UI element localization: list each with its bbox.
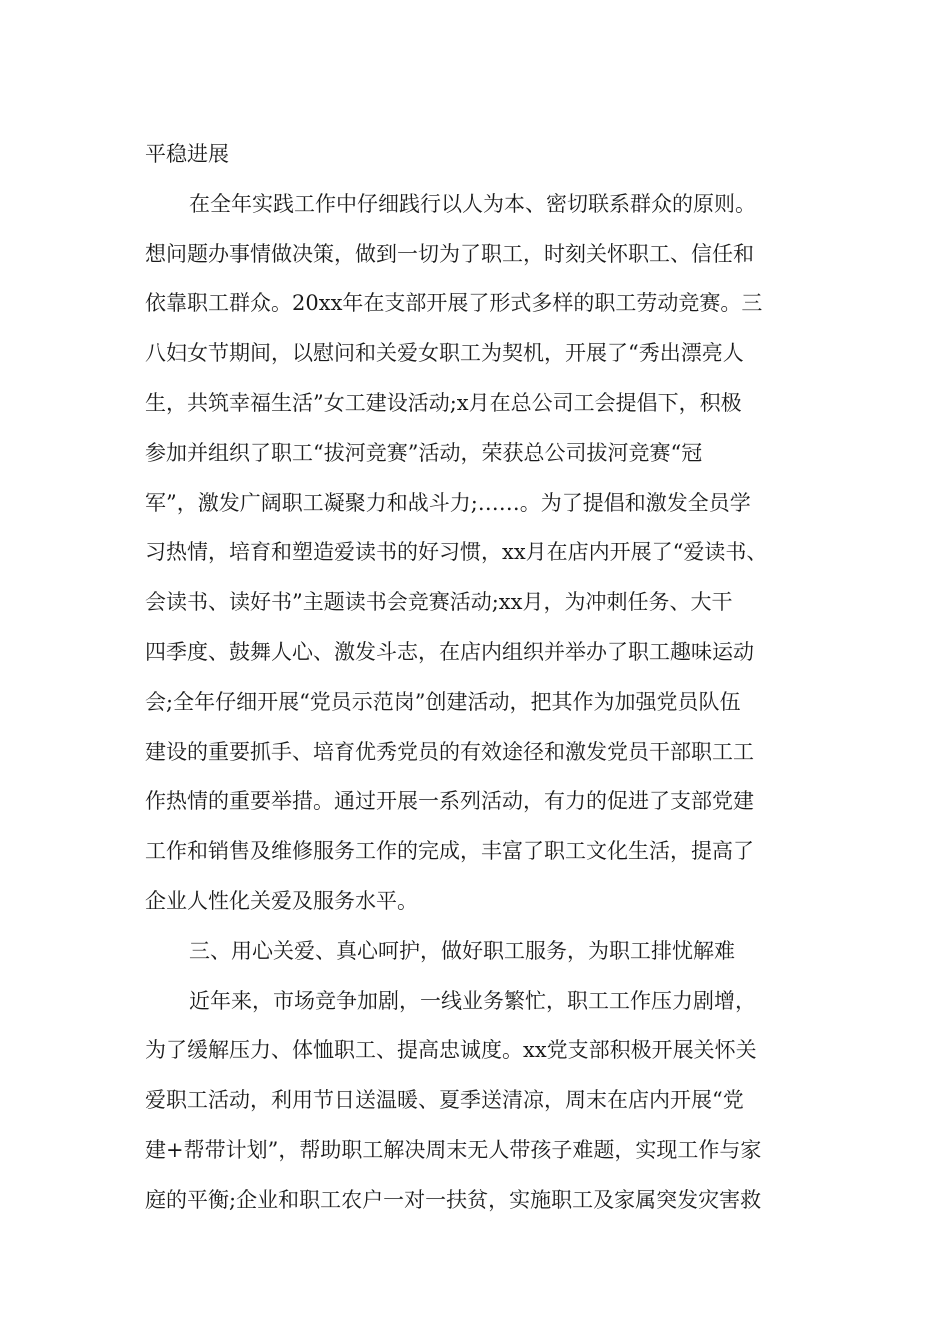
text-line: 企业人性化关爱及服务水平。 (145, 888, 418, 913)
text-line: 生，共筑幸福生活”女工建设活动;x月在总公司工会提倡下，积极 (145, 390, 742, 415)
body-text (145, 130, 815, 1226)
text-line: 建设的重要抓手、培育优秀党员的有效途径和激发党员干部职工工 (145, 739, 754, 764)
text-line: 会读书、读好书”主题读书会竞赛活动;xx月，为冲刺任务、大干 (145, 590, 733, 615)
text-line: 想问题办事情做决策，做到一切为了职工，时刻关怀职工、信任和 (145, 241, 754, 266)
text-line: 习热情，培育和塑造爱读书的好习惯，xx月在店内开展了“爱读书、 (145, 540, 768, 565)
text-line: 工作和销售及维修服务工作的完成，丰富了职工文化生活，提高了 (145, 839, 754, 864)
text-line: 依靠职工群众。20xx年在支部开展了形式多样的职工劳动竞赛。三 (145, 291, 763, 316)
text-line: 平稳进展 (145, 142, 229, 166)
text-line: 庭的平衡;企业和职工农户一对一扶贫，实施职工及家属突发灾害救 (145, 1187, 762, 1212)
section-heading: 三、用心关爱、真心呵护，做好职工服务，为职工排忧解难 (189, 938, 735, 963)
text-line: 四季度、鼓舞人心、激发斗志，在店内组织并举办了职工趣味运动 (145, 639, 754, 664)
text-line: 建+帮带计划”，帮助职工解决周末无人带孩子难题，实现工作与家 (145, 1137, 762, 1162)
text-line: 为了缓解压力、体恤职工、提高忠诚度。xx党支部积极开展关怀关 (145, 1038, 757, 1063)
text-line: 会;全年仔细开展“党员示范岗”创建活动，把其作为加强党员队伍 (145, 689, 741, 714)
text-line: 爱职工活动，利用节日送温暖、夏季送清凉，周末在店内开展“党 (145, 1088, 744, 1113)
text-line: 参加并组织了职工“拔河竞赛”活动，荣获总公司拔河竞赛“冠 (145, 440, 703, 465)
text-line: 在全年实践工作中仔细践行以人为本、密切联系群众的原则。 (189, 191, 756, 216)
text-line: 军”，激发广阔职工凝聚力和战斗力;……。为了提倡和激发全员学 (145, 490, 751, 515)
text-line: 近年来，市场竞争加剧，一线业务繁忙，职工工作压力剧增， (189, 988, 756, 1013)
text-line: 八妇女节期间，以慰问和关爱女职工为契机，开展了“秀出漂亮人 (145, 341, 744, 366)
text-line: 作热情的重要举措。通过开展一系列活动，有力的促进了支部党建 (145, 789, 754, 814)
